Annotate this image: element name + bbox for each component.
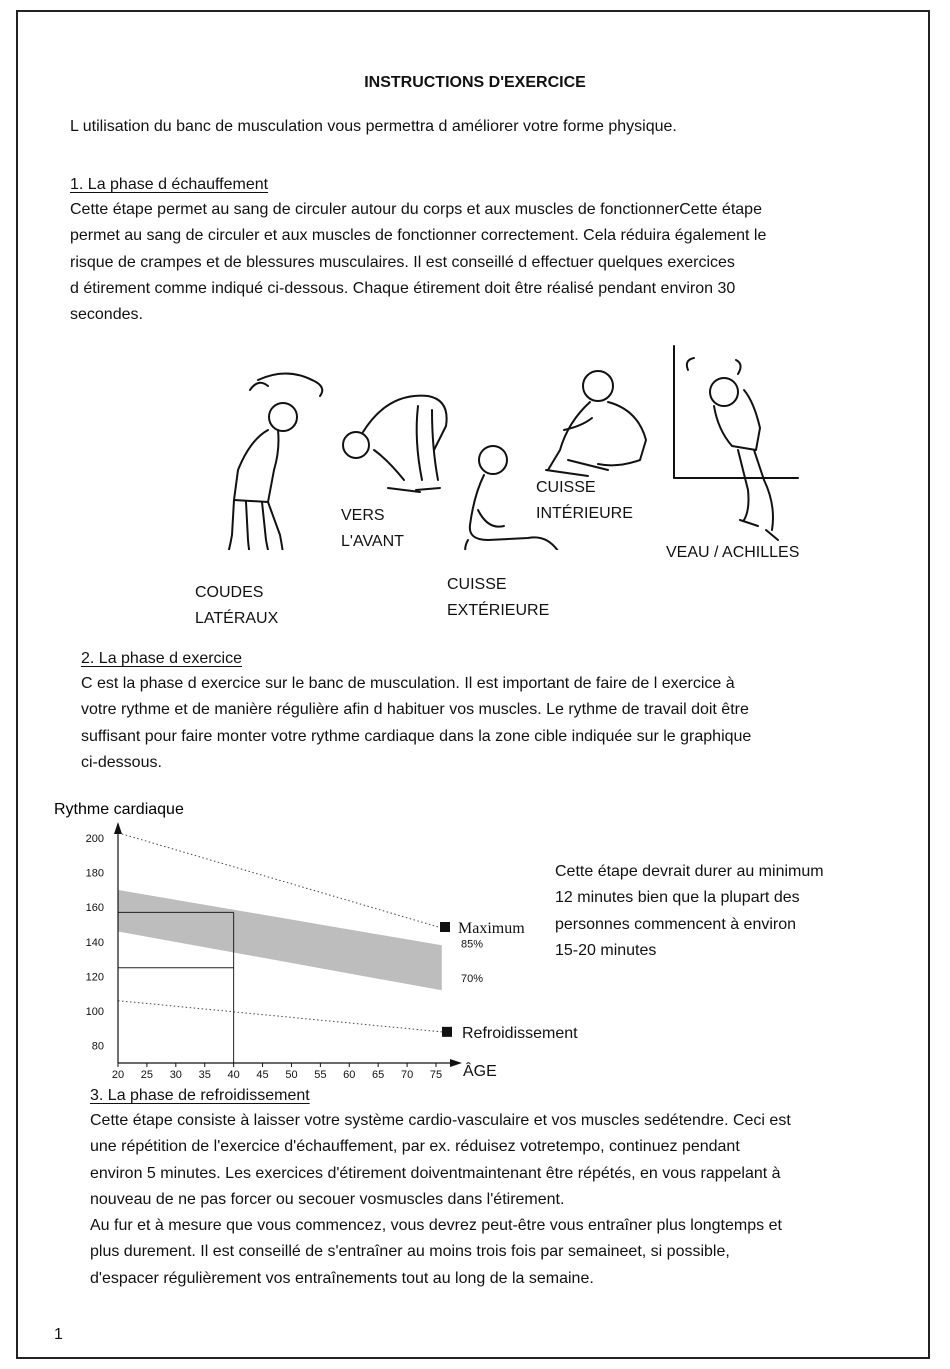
chart-note-line: 12 minutes bien que la plupart des [555, 889, 800, 907]
x-tick-label: 30 [169, 1069, 182, 1081]
legend-refroidissement: Refroidissement [462, 1024, 578, 1042]
chart-xlabel: ÂGE [463, 1063, 497, 1080]
chart-ylabel: Rythme cardiaque [54, 801, 184, 818]
y-tick-label: 160 [85, 902, 104, 915]
label-line: LATÉRAUX [195, 610, 279, 627]
label-line: EXTÉRIEURE [447, 602, 550, 619]
x-tick-label: 45 [256, 1069, 269, 1081]
section3-line: une répétition de l'exercice d'échauffement, par ex. réduisez votretempo, continuez pendant [90, 1138, 740, 1156]
y-axis-arrow [114, 822, 122, 834]
heart-rate-chart [18, 772, 638, 1082]
section3-line: environ 5 minutes. Les exercices d'étirement doiventmaintenant être répétés, en vous rappelant à [90, 1164, 781, 1182]
section3-paragraph [90, 1108, 791, 1292]
page-title: INSTRUCTIONS D'EXERCICE [364, 74, 586, 91]
section3-line: plus durement. Il est conseillé de s'entraîner au moins trois fois par semaineet, si possible, [90, 1243, 730, 1261]
x-tick-label: 20 [111, 1069, 125, 1081]
maximum-marker [440, 922, 450, 932]
x-tick-label: 75 [429, 1069, 443, 1081]
section1-paragraph [70, 197, 766, 328]
page-frame [16, 10, 930, 1359]
section2-line: votre rythme et de manière régulière afin d habituer vos muscles. Le rythme de travail doit être [81, 701, 749, 719]
label-line: L'AVANT [341, 533, 404, 550]
chart-note-line: personnes commencent à environ [555, 915, 797, 933]
calf-wall-figure [674, 346, 798, 540]
side-elbow-figure [216, 373, 322, 550]
label-vers-avant [341, 503, 404, 555]
section2-line: suffisant pour faire monter votre rythme cardiaque dans la zone cible indiquée sur le graphique [81, 727, 752, 745]
section1-line: risque de crampes et de blessures musculaires. Il est conseillé d effectuer quelques exercices [70, 253, 735, 271]
label-line: INTÉRIEURE [536, 505, 633, 522]
stretch-illustrations [188, 330, 808, 550]
chart-note-line: Cette étape devrait durer au minimum [555, 863, 824, 880]
x-tick-label: 35 [198, 1069, 211, 1081]
y-tick-label: 100 [85, 1006, 104, 1019]
y-tick-label: 140 [85, 936, 104, 949]
section3-line: Cette étape consiste à laisser votre système cardio-vasculaire et vos muscles sedétendre. Ceci est [90, 1112, 791, 1129]
label-line: CUISSE [536, 479, 596, 496]
label-line: COUDES [195, 584, 264, 601]
section1-heading: 1. La phase d échauffement [70, 176, 269, 193]
cooldown-line [118, 1001, 442, 1032]
label-veau-achilles: VEAU / ACHILLES [666, 544, 800, 561]
label-line: VERS [341, 507, 385, 524]
label-cuisse-exterieure [447, 572, 549, 624]
x-tick-label: 55 [314, 1069, 327, 1081]
section3-line: nouveau de ne pas forcer ou secouer vosmuscles dans l'étirement. [90, 1190, 565, 1208]
target-zone-band [118, 890, 442, 990]
y-tick-label: 200 [85, 833, 104, 845]
intro-text: L utilisation du banc de musculation vous permettra d améliorer votre forme physique. [70, 118, 677, 135]
legend-85: 85% [461, 938, 484, 951]
section1-line: permet au sang de circuler et aux muscles de fonctionner correctement. Cela réduira également le [70, 227, 767, 245]
section1-line: secondes. [70, 306, 143, 324]
x-tick-label: 25 [140, 1069, 154, 1081]
section3-heading: 3. La phase de refroidissement [90, 1087, 310, 1104]
chart-note-line: 15-20 minutes [555, 941, 657, 959]
x-tick-label: 40 [227, 1069, 240, 1081]
page-number: 1 [54, 1326, 63, 1343]
label-coudes [195, 580, 278, 632]
label-cuisse-interieure [536, 475, 633, 527]
x-tick-label: 50 [285, 1069, 298, 1081]
legend-maximum: Maximum [458, 920, 525, 937]
section2-line: ci-dessous. [81, 753, 162, 771]
section2-line: C est la phase d exercice sur le banc de musculation. Il est important de faire de l exercice à [81, 675, 735, 692]
forward-bend-figure [343, 396, 447, 492]
chart-plot-area [86, 822, 579, 1081]
section1-line: Cette étape permet au sang de circuler autour du corps et aux muscles de fonctionnerCette étape [70, 201, 762, 218]
x-axis-arrow [450, 1059, 462, 1067]
chart-note [555, 859, 824, 964]
legend-70: 70% [461, 972, 484, 985]
x-tick-label: 70 [400, 1069, 414, 1081]
y-tick-label: 120 [85, 971, 104, 984]
section2-paragraph [81, 671, 751, 776]
section1-line: d étirement comme indiqué ci-dessous. Chaque étirement doit être réalisé pendant environ 30 [70, 279, 736, 297]
section2-heading: 2. La phase d exercice [81, 650, 242, 667]
section3-line: d'espacer régulièrement vos entraînements tout au long de la semaine. [90, 1269, 594, 1287]
label-line: CUISSE [447, 576, 507, 593]
section3-line: Au fur et à mesure que vous commencez, vous devrez peut-être vous entraîner plus longtemps et [90, 1217, 782, 1235]
cooldown-marker [442, 1027, 452, 1037]
y-tick-label: 80 [91, 1040, 104, 1053]
x-tick-label: 65 [372, 1069, 385, 1081]
inner-thigh-figure [546, 371, 646, 476]
y-tick-label: 180 [85, 867, 104, 880]
x-tick-label: 60 [343, 1069, 356, 1081]
